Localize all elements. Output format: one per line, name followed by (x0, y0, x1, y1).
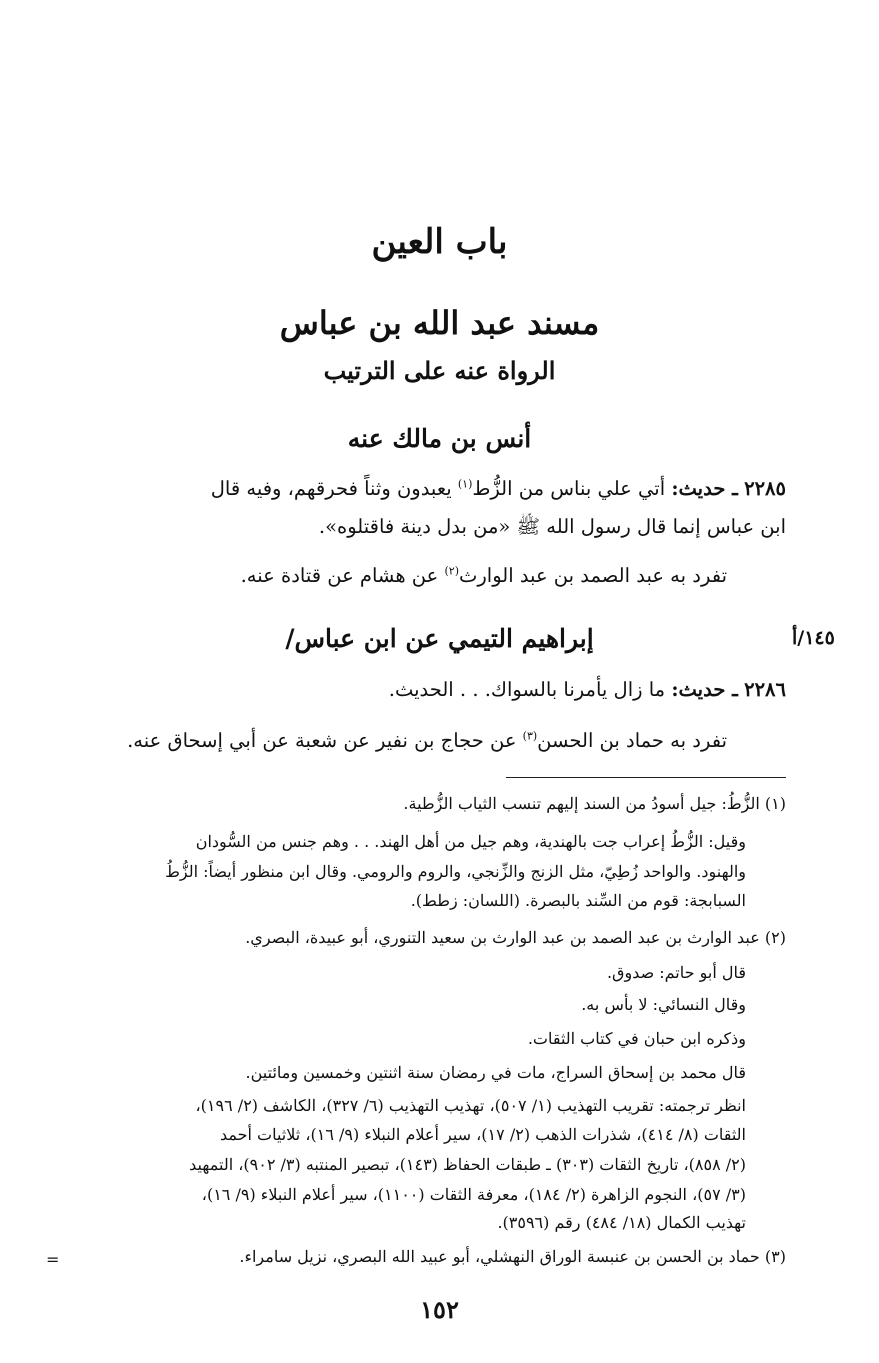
footnote-2 (245, 928, 786, 947)
footnote-1-line3: والهنود. والواحد زُطِيّ، مثل الزنج والزِّنجي، والروم والرومي. وقال ابن منظور أيضاً: الزُّطُ (165, 862, 746, 881)
footnote-ref: (١) (457, 477, 473, 491)
footnote-separator (506, 777, 786, 778)
footnote-1 (403, 794, 786, 813)
footnote-2-line7: الثقات (٨/ ٤١٤)، شذرات الذهب (٢/ ١٧)، سير أعلام النبلاء (٩/ ١٦)، ثلاثيات أحمد (219, 1125, 746, 1144)
footnote-1-line2: وقيل: الزُّطُ إعراب جت بالهندية، وهم جيل من أهل الهند. . . وهم جنس من السُّودان (195, 832, 746, 851)
footnote-number: (٣) (764, 1247, 786, 1266)
footnote-2-line6: انظر ترجمته: تقريب التهذيب (١/ ٥٠٧)، تهذيب التهذيب (٦/ ٣٢٧)، الكاشف (٢/ ١٩٦)، (195, 1096, 746, 1115)
hadith-2286-note (127, 729, 727, 752)
footnote-text: عبد الوارث بن عبد الصمد بن عبد الوارث بن سعيد التنوري، أبو عبيدة، البصري. (245, 928, 760, 947)
hadith-text: يعبدون وثناً فحرقهم، وفيه قال (210, 477, 452, 500)
footnote-2-line8: (٢/ ٨٥٨)، تاريخ الثقات (٣٠٣) ـ طبقات الحفاظ (١٤٣)، تبصير المنتبه (٣/ ٩٠٢)، التمهيد (189, 1155, 746, 1174)
footnote-1-line4: السبابجة: قوم من السِّند بالبصرة. (اللسان: زطط). (410, 891, 746, 910)
note-text: عن هشام عن قتادة عنه. (240, 564, 439, 587)
hadith-label: ـ حديث: (671, 678, 738, 701)
hadith-2285-line2: ابن عباس إنما قال رسول الله ﷺ «من بدل دينة فاقتلوه». (318, 515, 786, 538)
note-text: تفرد به عبد الصمد بن عبد الوارث (459, 564, 727, 587)
note-text: تفرد به حماد بن الحسن (537, 729, 727, 752)
section-heading-anas: أنس بن مالك عنه (347, 424, 532, 453)
footnote-number: (١) (764, 794, 786, 813)
chapter-title: باب العين (371, 222, 508, 262)
footnote-2-line4: وذكره ابن حبان في كتاب الثقات. (527, 1029, 746, 1048)
footnote-text: حماد بن الحسن بن عنبسة الوراق النهشلي، أبو عبيد الله البصري، نزيل سامراء. (239, 1247, 760, 1266)
section-heading-ibrahim: إبراهيم التيمي عن ابن عباس/ (285, 624, 594, 653)
hadith-2285-note (241, 564, 727, 587)
continuation-mark: = (46, 1250, 60, 1269)
footnote-2-line5: قال محمد بن إسحاق السراج، مات في رمضان سنة اثنتين وخمسين ومائتين. (245, 1063, 746, 1082)
narrators-subtitle: الرواة عنه على الترتيب (323, 356, 556, 385)
manuscript-folio-note: ١٤٥/أ (792, 627, 835, 649)
footnote-ref: (٣) (522, 729, 538, 743)
footnote-2-line9: (٣/ ٥٧)، النجوم الزاهرة (٢/ ١٨٤)، معرفة الثقات (١١٠٠)، سير أعلام النبلاء (٩/ ١٦)، (201, 1185, 746, 1204)
hadith-number: ٢٢٨٦ (744, 678, 786, 701)
musnad-title: مسند عبد الله بن عباس (279, 304, 600, 342)
hadith-2285-line1 (211, 477, 786, 500)
hadith-number: ٢٢٨٥ (744, 477, 786, 500)
footnote-ref: (٢) (444, 564, 459, 578)
footnote-3 (239, 1247, 786, 1266)
hadith-label: ـ حديث: (671, 477, 738, 500)
footnote-number: (٢) (764, 928, 786, 947)
footnote-2-line2: قال أبو حاتم: صدوق. (606, 963, 746, 982)
hadith-2286-line1 (389, 678, 786, 701)
page-number: ١٥٢ (420, 1295, 459, 1324)
footnote-2-line3: وقال النسائي: لا بأس به. (581, 995, 746, 1014)
footnote-2-line10: تهذيب الكمال (١٨/ ٤٨٤) رقم (٣٥٩٦). (497, 1213, 746, 1232)
hadith-text: ما زال يأمرنا بالسواك. . . الحديث. (388, 678, 666, 701)
note-text: عن حجاج بن نفير عن شعبة عن أبي إسحاق عنه. (127, 729, 517, 752)
hadith-text: أتي علي بناس من الزُّط (472, 477, 666, 500)
footnote-text: الزُّطُ: جيل أسودُ من السند إليهم تنسب الثياب الزُّطية. (403, 794, 760, 813)
